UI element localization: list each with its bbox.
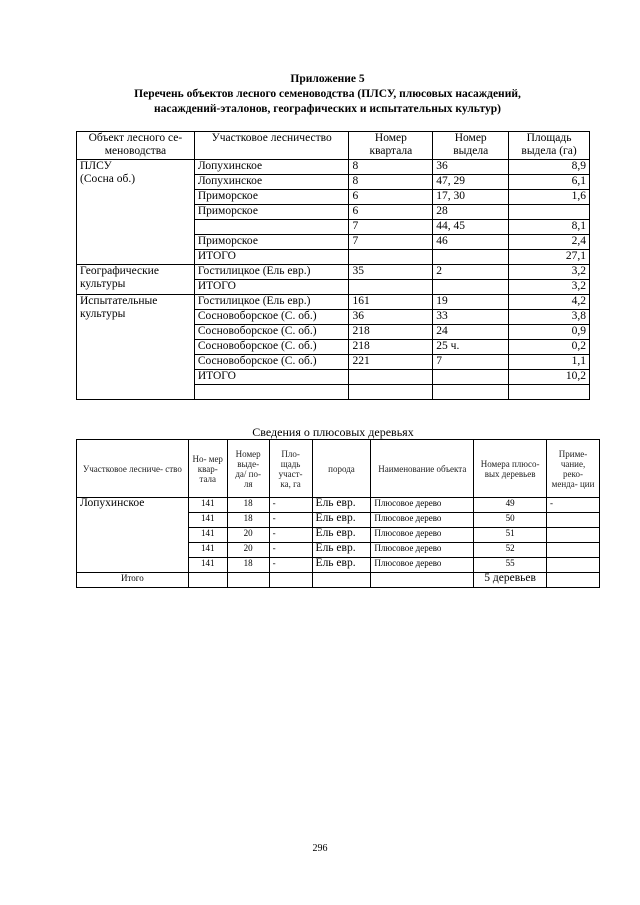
table-header-row xyxy=(77,440,600,498)
total-row: ИТОГО 3,2 xyxy=(77,280,590,295)
total-row: ИТОГО 10,2 xyxy=(77,370,590,385)
heading-line-1: Перечень объектов лесного семеноводства (ПЛСУ, плюсовых насаждений, xyxy=(134,88,521,100)
heading-line-2: насаждений-эталонов, географических и испытательных культур) xyxy=(154,103,501,115)
col-header-object-name: Наименование объекта xyxy=(371,440,474,498)
table-row: Испытательные культуры Гостилицкое (Ель евр.) 161 19 4,2 xyxy=(77,295,590,310)
table-row: Приморское 7 46 2,4 xyxy=(77,235,590,250)
table-row: Лопухинское 141 18 - Ель евр. Плюсовое дерево 49 - xyxy=(77,498,600,513)
table-header-row xyxy=(77,132,590,160)
object-cell-test: Испытательные культуры xyxy=(77,295,195,400)
table-row: Лопухинское 8 47, 29 6,1 xyxy=(77,175,590,190)
table-row: 7 44, 45 8,1 xyxy=(77,220,590,235)
col-header-forestry: Участковое лесниче- ство xyxy=(77,440,189,498)
col-header-quarter: Но- мер квар- тала xyxy=(188,440,227,498)
total-row: ИТОГО 27,1 xyxy=(77,250,590,265)
object-cell-plsu: ПЛСУ (Сосна об.) xyxy=(77,160,195,265)
table-row: 141 18 - Ель евр. Плюсовое дерево 55 xyxy=(77,558,600,573)
object-cell-geo: Географические культуры xyxy=(77,265,195,295)
table-row: 141 18 - Ель евр. Плюсовое дерево 50 xyxy=(77,513,600,528)
total-value: 5 деревьев xyxy=(474,573,547,588)
col-header-species: порода xyxy=(312,440,371,498)
table-row: Сосновоборское (С. об.) 36 33 3,8 xyxy=(77,310,590,325)
table-row: Географические культуры Гостилицкое (Ель евр.) 35 2 3,2 xyxy=(77,265,590,280)
col-header-quarter: Номер квартала xyxy=(349,132,433,160)
table-row: 141 20 - Ель евр. Плюсовое дерево 51 xyxy=(77,528,600,543)
table-row: Приморское 6 17, 30 1,6 xyxy=(77,190,590,205)
appendix-title: Приложение 5 xyxy=(290,73,365,85)
col-header-object: Объект лесного се- меноводства xyxy=(77,132,195,160)
page-heading xyxy=(90,72,565,117)
plus-trees-title: Сведения о плюсовых деревьях xyxy=(252,425,414,439)
total-row xyxy=(77,573,600,588)
col-header-forestry: Участковое лесничество xyxy=(194,132,349,160)
col-header-section: Номер выде- да/ по- ля xyxy=(227,440,269,498)
table-row: Сосновоборское (С. об.) 218 25 ч. 0,2 xyxy=(77,340,590,355)
col-header-section: Номер выдела xyxy=(433,132,509,160)
table-row: 141 20 - Ель евр. Плюсовое дерево 52 xyxy=(77,543,600,558)
total-label: Итого xyxy=(77,573,189,588)
col-header-notes: Приме- чание, реко- менда- ции xyxy=(547,440,600,498)
table-row: Сосновоборское (С. об.) 221 7 1,1 xyxy=(77,355,590,370)
forestry-cell: Лопухинское xyxy=(77,498,189,573)
col-header-area: Пло- щадь участ- ка, га xyxy=(269,440,312,498)
table-row: Приморское 6 28 xyxy=(77,205,590,220)
table-row: ПЛСУ (Сосна об.) Лопухинское 8 36 8,9 xyxy=(77,160,590,175)
plus-trees-table xyxy=(76,439,600,588)
page-number: 296 xyxy=(312,843,328,854)
table-row: Сосновоборское (С. об.) 218 24 0,9 xyxy=(77,325,590,340)
col-header-area: Площадь выдела (га) xyxy=(509,132,590,160)
seed-objects-table xyxy=(76,131,590,400)
col-header-tree-numbers: Номера плюсо- вых деревьев xyxy=(474,440,547,498)
